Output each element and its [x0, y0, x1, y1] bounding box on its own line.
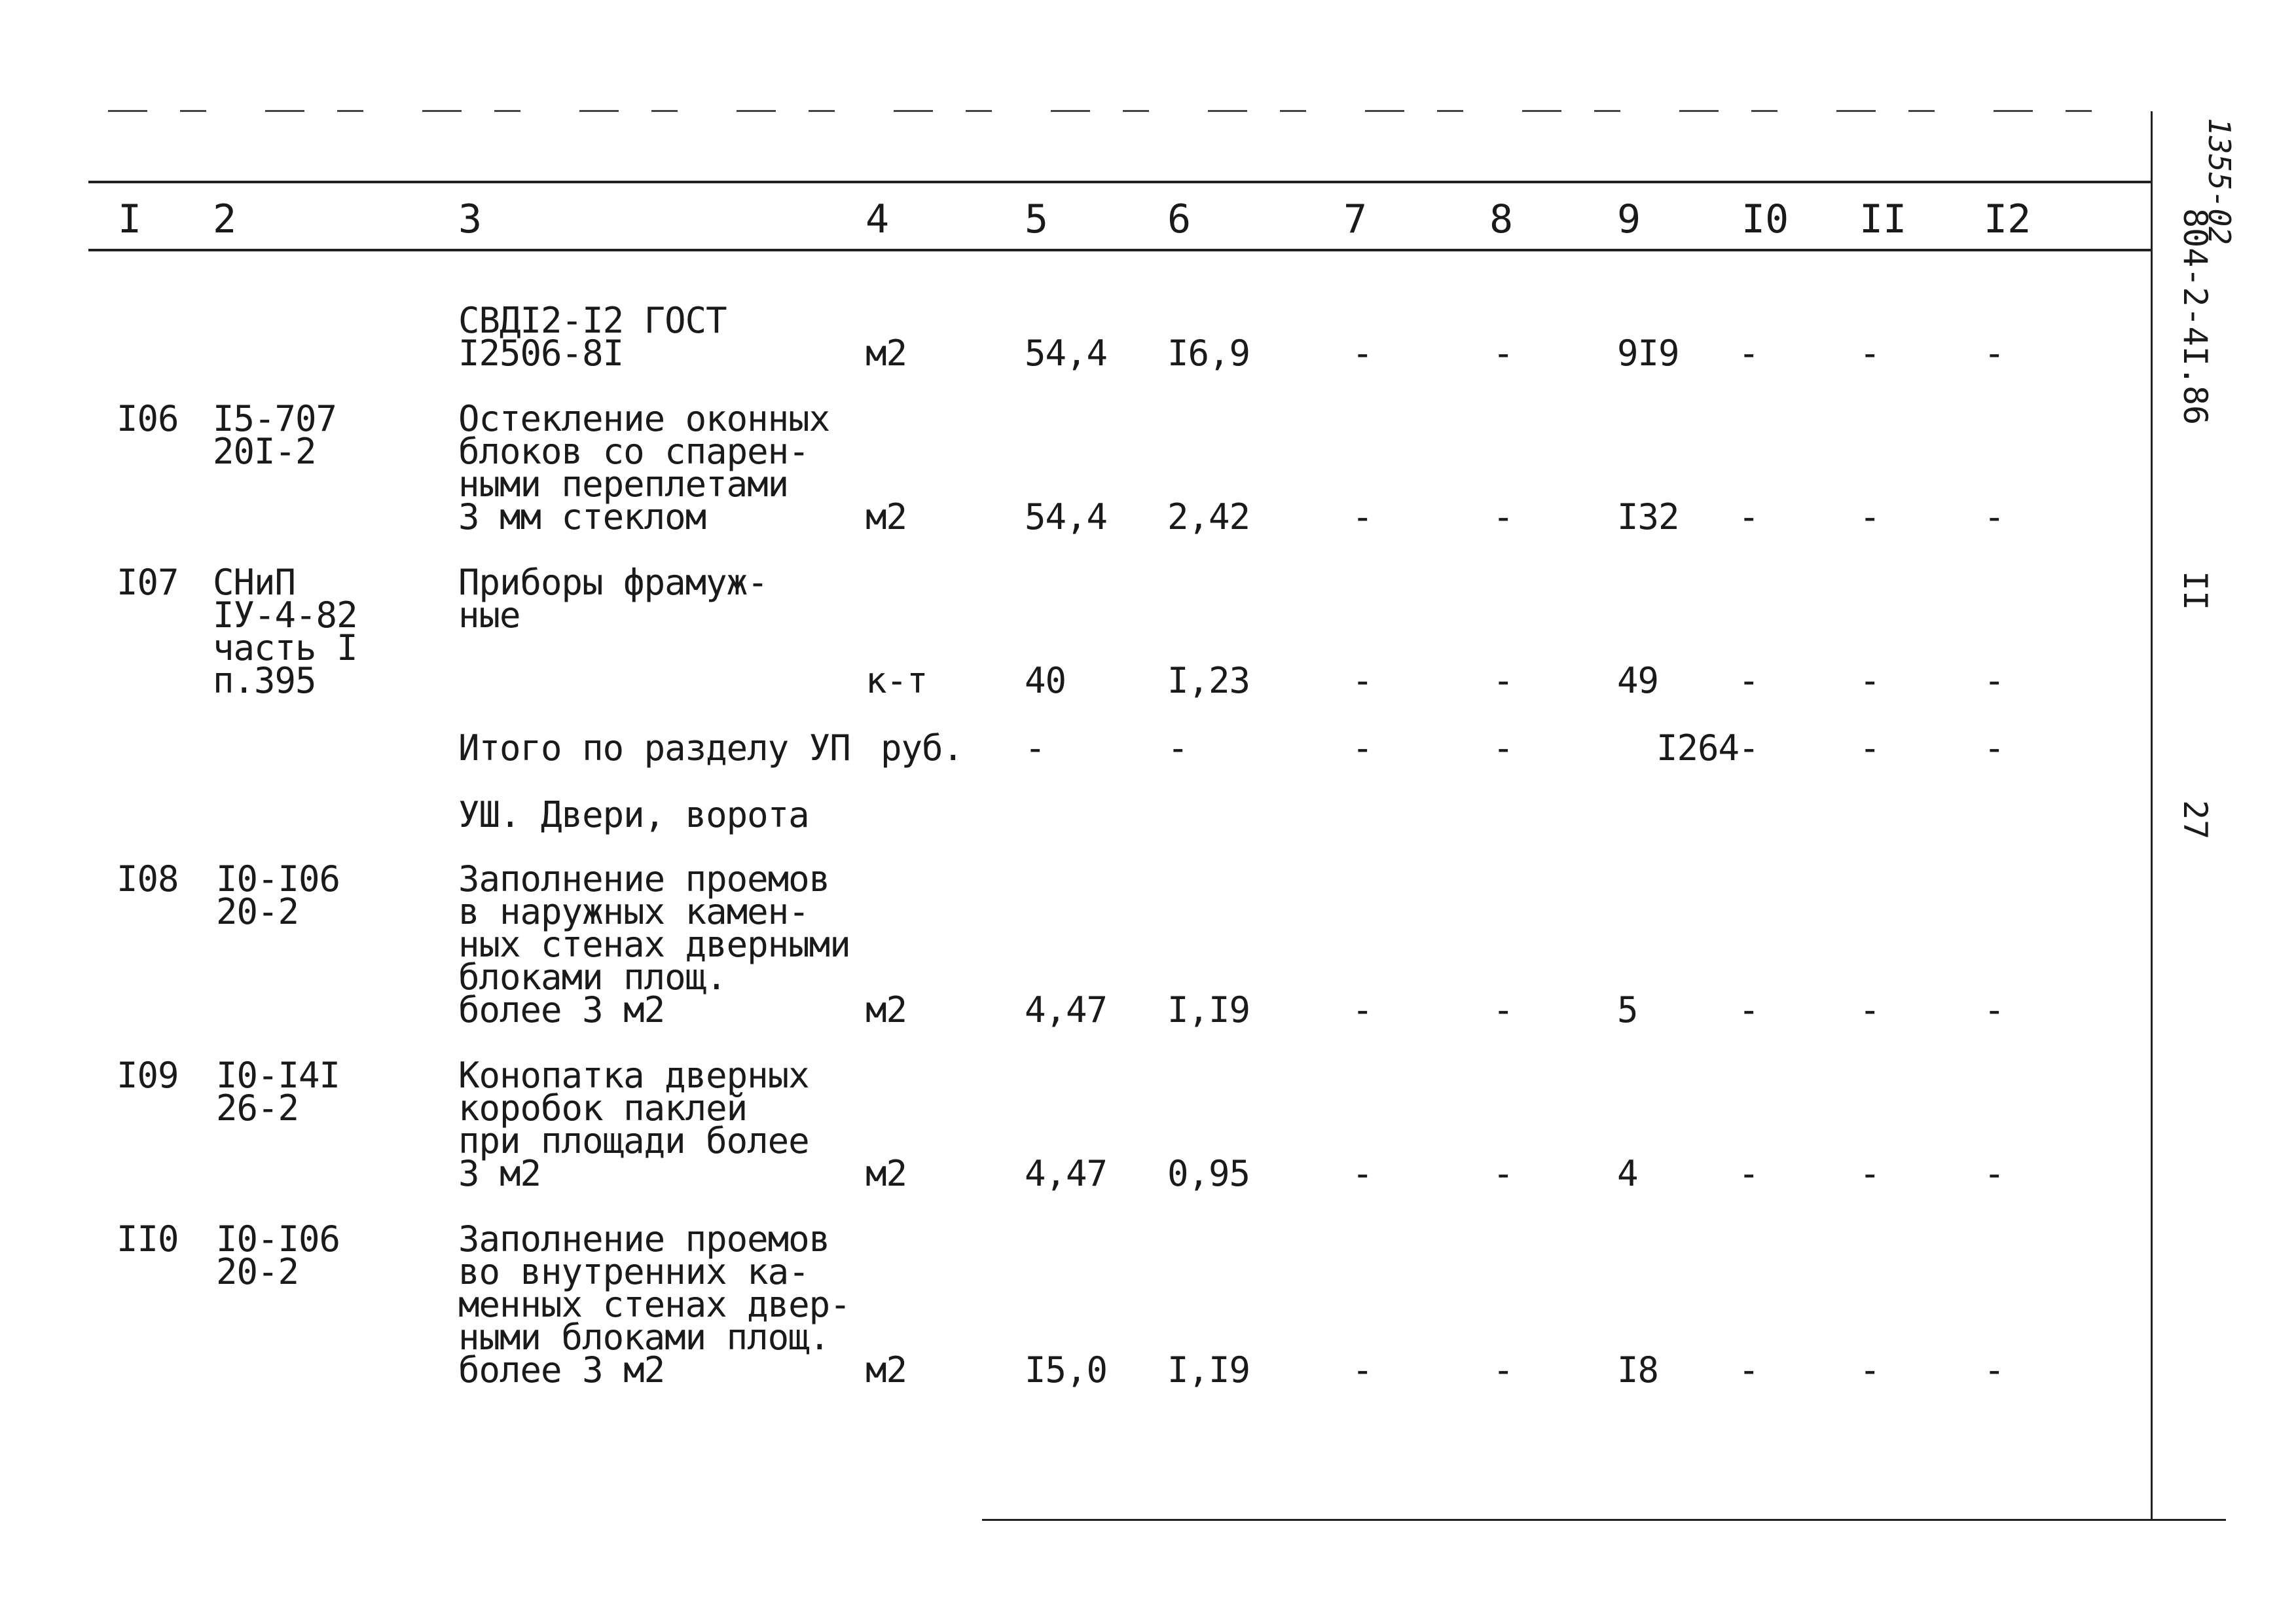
cell-unit: руб. [881, 727, 964, 769]
cell-col11: - [1859, 1153, 1880, 1194]
cell-col9: 5 [1617, 989, 1638, 1030]
cell-col9: I8 [1617, 1349, 1659, 1391]
cell-unit: м2 [866, 496, 907, 538]
cell-col8: - [1493, 1349, 1514, 1391]
cell-col5: 40 [1025, 660, 1066, 701]
cell-col11: - [1859, 496, 1880, 538]
col-header-8: 8 [1489, 196, 1514, 242]
cell-col7: - [1352, 1349, 1373, 1391]
cell-col5: I5,0 [1025, 1349, 1108, 1391]
cell-col10: - [1738, 496, 1759, 538]
cell-col10: - [1738, 333, 1759, 374]
cell-unit: м2 [866, 1153, 907, 1194]
cell-num: I06 [117, 398, 179, 439]
cell-col7: - [1352, 660, 1373, 701]
cell-desc: Конопатка дверных коробок паклей при площади более 3 м2 [458, 1055, 809, 1194]
cell-col5: - [1025, 727, 1046, 769]
cell-desc: Приборы фрамуж- ные [458, 562, 768, 636]
cell-col7: - [1352, 1153, 1373, 1194]
cell-col12: - [1984, 727, 2005, 769]
cell-col6: 0,95 [1167, 1153, 1250, 1194]
cell-col9: 49 [1617, 660, 1659, 701]
cell-col7: - [1352, 727, 1373, 769]
cell-col11: - [1859, 989, 1880, 1030]
cell-col8: - [1493, 727, 1514, 769]
cell-num: I09 [117, 1055, 179, 1096]
margin-vertical-rule [2151, 111, 2153, 1519]
cell-col11: - [1859, 1349, 1880, 1391]
cell-code: I0-I06 20-2 [216, 1218, 340, 1292]
cell-col7: - [1352, 989, 1373, 1030]
cell-col9: I264 [1656, 727, 1740, 769]
col-header-1: I [118, 196, 142, 242]
cell-code: I0-I4I 26-2 [216, 1055, 340, 1129]
cell-col6: I,I9 [1167, 989, 1250, 1030]
cell-unit: м2 [866, 1349, 907, 1391]
cell-col7: - [1352, 496, 1373, 538]
cell-col11: - [1859, 333, 1880, 374]
cell-col9: 4 [1617, 1153, 1638, 1194]
col-header-2: 2 [213, 196, 237, 242]
cell-col8: - [1493, 496, 1514, 538]
handwritten-number: 1355-02 [2202, 118, 2237, 245]
cell-desc: СВДI2-I2 ГОСТ I2506-8I [458, 300, 727, 374]
cell-col12: - [1984, 660, 2005, 701]
col-header-6: 6 [1167, 196, 1192, 242]
cell-col8: - [1493, 333, 1514, 374]
cell-num: II0 [117, 1218, 179, 1260]
cell-num: I07 [117, 562, 179, 603]
cell-col5: 4,47 [1025, 1153, 1108, 1194]
cell-col5: 54,4 [1025, 496, 1108, 538]
cell-col12: - [1984, 333, 2005, 374]
cell-unit: м2 [866, 989, 907, 1030]
cell-col6: - [1167, 727, 1188, 769]
col-header-3: 3 [458, 196, 483, 242]
cell-col6: I6,9 [1167, 333, 1250, 374]
cell-col7: - [1352, 333, 1373, 374]
cell-col10: - [1738, 660, 1759, 701]
col-header-4: 4 [866, 196, 890, 242]
cell-unit: м2 [866, 333, 907, 374]
cell-col9: 9I9 [1617, 333, 1679, 374]
col-header-11: II [1859, 196, 1907, 242]
cell-col10: - [1738, 989, 1759, 1030]
cell-col12: - [1984, 1349, 2005, 1391]
cell-col10: - [1738, 1349, 1759, 1391]
header-bottom-rule [88, 249, 2151, 251]
cell-col5: 54,4 [1025, 333, 1108, 374]
cell-col10: - [1738, 1153, 1759, 1194]
cell-col12: - [1984, 1153, 2005, 1194]
col-header-12: I2 [1984, 196, 2032, 242]
col-header-5: 5 [1025, 196, 1049, 242]
cell-col8: - [1493, 1153, 1514, 1194]
cell-num: I08 [117, 858, 179, 900]
cell-col12: - [1984, 989, 2005, 1030]
cell-col5: 4,47 [1025, 989, 1108, 1030]
cell-desc: Заполнение проемов во внутренних ка- менных стенах двер- ными блоками площ. более 3 м2 [458, 1218, 850, 1391]
col-header-7: 7 [1343, 196, 1368, 242]
page-number: 27 [2176, 800, 2214, 840]
cell-col8: - [1493, 989, 1514, 1030]
part-number: II [2176, 571, 2214, 611]
cell-col9: I32 [1617, 496, 1679, 538]
cell-col6: I,I9 [1167, 1349, 1250, 1391]
cell-code: I0-I06 20-2 [216, 858, 340, 932]
cell-code: СНиП IУ-4-82 часть I п.395 [213, 562, 357, 701]
cell-col6: I,23 [1167, 660, 1250, 701]
cell-col12: - [1984, 496, 2005, 538]
cell-code: I5-707 20I-2 [213, 398, 337, 472]
cell-col6: 2,42 [1167, 496, 1250, 538]
header-top-rule [88, 181, 2151, 183]
bottom-rule [982, 1519, 2226, 1521]
cell-desc: Остекление оконных блоков со спарен- ными переплетами 3 мм стеклом [458, 398, 830, 538]
col-header-9: 9 [1617, 196, 1641, 242]
top-scan-line [108, 110, 2138, 112]
section-heading: УШ. Двери, ворота [458, 794, 809, 835]
document-code: 804-2-4I.86 [2176, 208, 2214, 426]
cell-unit: к-т [866, 660, 928, 701]
cell-col10: - [1738, 727, 1759, 769]
cell-col11: - [1859, 660, 1880, 701]
col-header-10: I0 [1741, 196, 1789, 242]
cell-desc: Заполнение проемов в наружных камен- ных стенах дверными блоками площ. более 3 м2 [458, 858, 850, 1030]
cell-col8: - [1493, 660, 1514, 701]
cell-col11: - [1859, 727, 1880, 769]
cell-desc: Итого по разделу УП [458, 727, 850, 769]
